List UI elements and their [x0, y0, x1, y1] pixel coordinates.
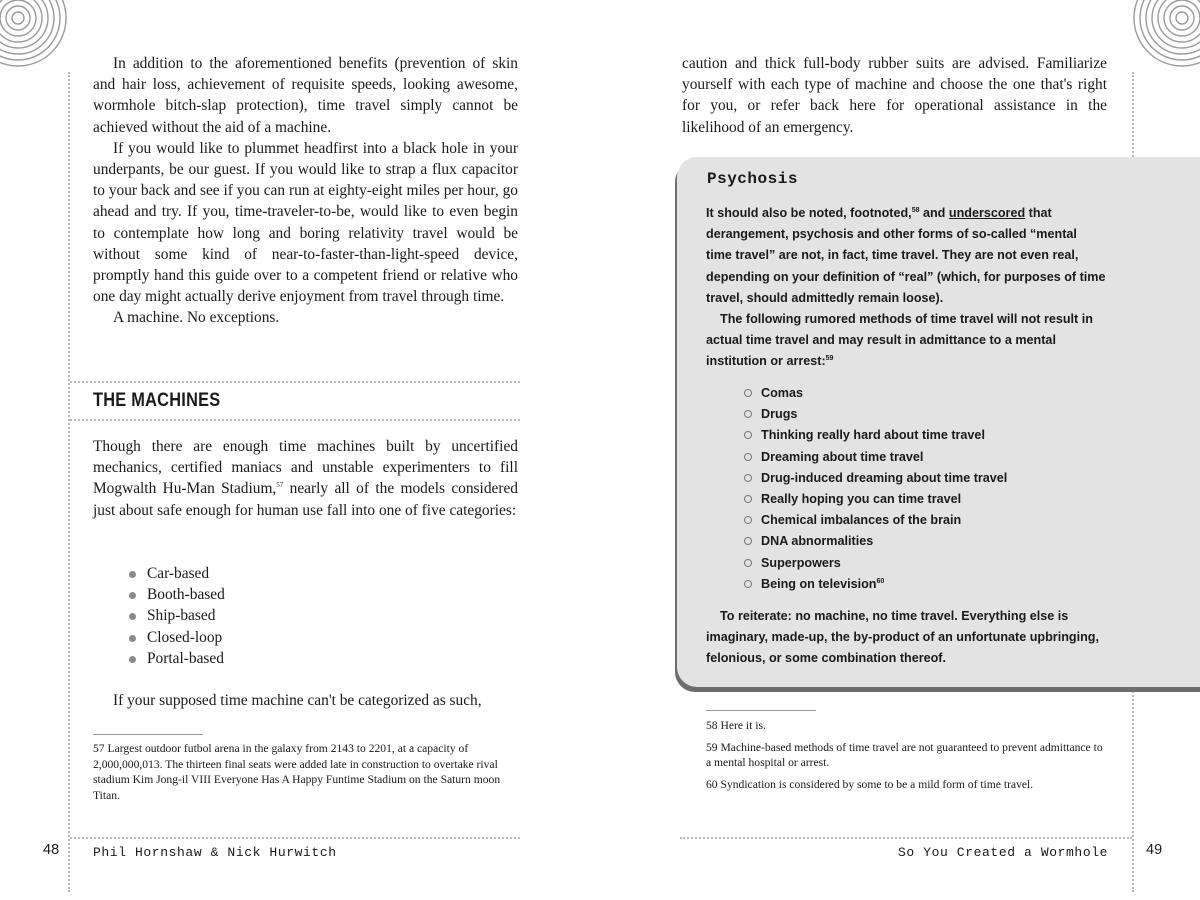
- machines-text-a: Though there are enough time machines built by uncertified mechanics, certified maniacs and unstable experimenters to fill Mogwalth Hu-Man Stadium,: [93, 438, 518, 498]
- spiral-ornament-left: [0, 0, 70, 70]
- machine-categories-list: [127, 563, 427, 669]
- footnote-60: 60 Syndication is considered by some to be a mild form of time travel.: [706, 777, 1034, 791]
- page-number-right: 49: [1146, 842, 1163, 858]
- footnote-separator-left: [93, 734, 203, 735]
- list-item: DNA abnormalities: [744, 531, 1084, 552]
- paragraph: To reiterate: no machine, no time travel. Everything else is imaginary, made-up, the by-product of an unfortunate upbringing, felonious, or some combination thereof.: [706, 609, 1099, 666]
- footnote-57: [93, 741, 518, 809]
- list-item: Superpowers: [744, 553, 1084, 574]
- section-rule-bottom: [70, 419, 520, 421]
- section-title: THE MACHINES: [93, 390, 221, 411]
- list-item: Booth-based: [127, 584, 427, 605]
- sidebar-conclusion: [706, 606, 1106, 670]
- sidebar-title: Psychosis: [707, 170, 798, 188]
- sidebar-text-c: that derangement, psychosis and other forms of so-called “mental time travel” are not, in fact, time travel. They are not even real, depending on your definition of “real” (which, for purposes of time travel, should admittedly remain loose).: [706, 206, 1106, 305]
- list-item: [744, 574, 1084, 595]
- paragraph: A machine. No exceptions.: [113, 309, 280, 327]
- closing-paragraph: [93, 690, 518, 711]
- footer-authors: Phil Hornshaw & Nick Hurwitch: [93, 845, 337, 860]
- list-item: Thinking really hard about time travel: [744, 425, 1084, 446]
- paragraph: In addition to the aforementioned benefits (prevention of skin and hair loss, achievement of requisite speeds, looking awesome, wormhole bitch-slap protection), time travel simply cannot be achieved without the aid of a machine.: [93, 55, 518, 136]
- list-item: Dreaming about time travel: [744, 447, 1084, 468]
- sidebar-body: [706, 203, 1106, 373]
- list-item: Portal-based: [127, 648, 427, 669]
- paragraph: If you would like to plummet headfirst into a black hole in your underpants, be our guest. If you would like to strap a flux capacitor to your back and see if you can run at eighty-eight miles per hour, go ahead and try. If you, time-traveler-to-be, would like to even begin to contemplate how long and boring relativity travel would be without some kind of near-to-faster-than-light-speed device, promptly hand this guide over to a competent friend or relative who one day might actually derive enjoyment from travel through time.: [93, 139, 518, 306]
- footnote-58: 58 Here it is.: [706, 719, 766, 732]
- list-item: Comas: [744, 383, 1084, 404]
- right-intro-text: [682, 53, 1107, 138]
- footnote-text: 57 Largest outdoor futbol arena in the galaxy from 2143 to 2201, at a capacity of 2,000,000,013. The thirteen final seats were added late in construction to overtake rival stadium Kim Jong-il VIII Everyone Has A Happy Funtime Stadium on the Saturn moon Titan.: [93, 742, 501, 802]
- footnote-ref-59: 59: [825, 355, 834, 363]
- rumored-methods-list: [744, 383, 1084, 595]
- list-item: Drugs: [744, 404, 1084, 425]
- section-rule-top: [70, 381, 520, 383]
- sidebar-text-d: The following rumored methods of time travel will not result in actual time travel and may result in admittance to a mental institution or arrest:: [706, 312, 1093, 369]
- sidebar-text-a: It should also be noted, footnoted,: [706, 206, 912, 220]
- method-text: Being on television: [761, 576, 877, 591]
- list-item: Car-based: [127, 563, 427, 584]
- footnote-separator-right: [706, 710, 816, 711]
- left-margin-rule: [68, 72, 70, 892]
- footer-book-title: So You Created a Wormhole: [898, 845, 1109, 860]
- footnotes-right: [706, 718, 1106, 798]
- machines-text-b: nearly all of the models considered just about safe enough for human use fall into one of five categories:: [93, 480, 518, 519]
- left-footer-rule: [70, 837, 520, 839]
- list-item: Closed-loop: [127, 627, 427, 648]
- list-item: Really hoping you can time travel: [744, 489, 1084, 510]
- paragraph: If your supposed time machine can't be categorized as such,: [113, 692, 482, 709]
- footnote-ref-60: 60: [876, 577, 885, 585]
- footnote-ref-58: 58: [911, 206, 920, 214]
- right-footer-rule: [680, 837, 1132, 839]
- paragraph: caution and thick full-body rubber suits are advised. Familiarize yourself with each type of machine and choose the one that's right for you, or refer back here for operational assistance in the likelihood of an emergency.: [682, 55, 1107, 136]
- footnote-59: 59 Machine-based methods of time travel are not guaranteed to prevent admittance to a mental hospital or arrest.: [706, 740, 1103, 770]
- list-item: Drug-induced dreaming about time travel: [744, 468, 1084, 489]
- sidebar-text-b: and: [919, 206, 949, 220]
- underlined-word: underscored: [948, 206, 1026, 220]
- list-item: Chemical imbalances of the brain: [744, 510, 1084, 531]
- left-intro-text: [93, 53, 518, 329]
- footnote-ref-57: 57: [276, 481, 284, 490]
- list-item: Ship-based: [127, 605, 427, 626]
- machines-paragraph: [93, 436, 518, 521]
- spiral-ornament-right: [1130, 0, 1200, 70]
- page-number-left: 48: [43, 842, 60, 858]
